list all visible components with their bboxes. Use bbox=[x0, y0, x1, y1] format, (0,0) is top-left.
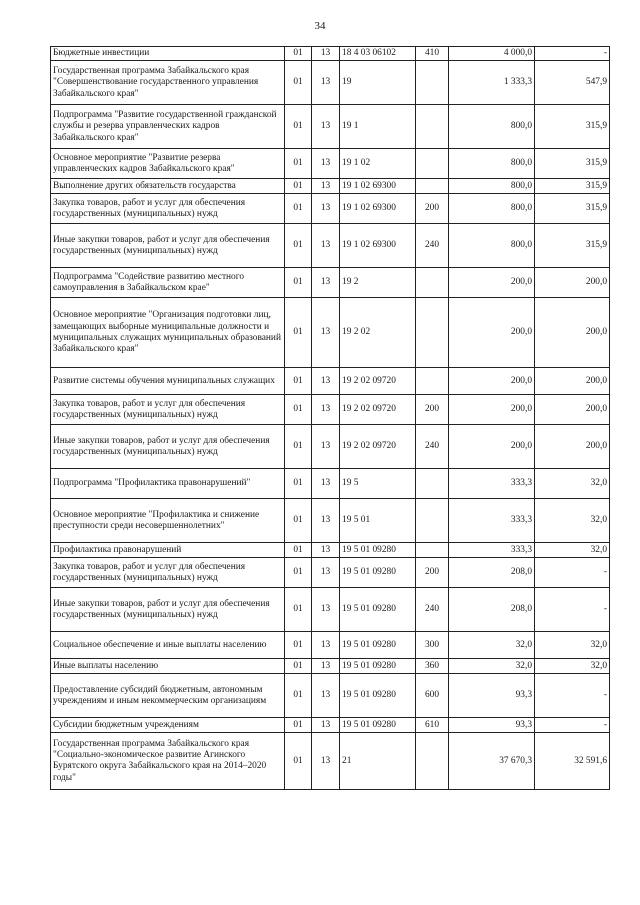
target-article-code: 19 5 bbox=[340, 469, 416, 499]
budget-table bbox=[50, 46, 610, 790]
subsection-code: 13 bbox=[312, 588, 340, 632]
section-code: 01 bbox=[285, 194, 312, 224]
section-code: 01 bbox=[285, 733, 312, 790]
amount-executed: - bbox=[535, 718, 610, 733]
section-code: 01 bbox=[285, 499, 312, 543]
section-code: 01 bbox=[285, 659, 312, 674]
subsection-code: 13 bbox=[312, 674, 340, 718]
amount-executed: 315,9 bbox=[535, 194, 610, 224]
table-row bbox=[51, 674, 610, 718]
table-row bbox=[51, 268, 610, 298]
row-name: Закупка товаров, работ и услуг для обеспечения государственных (муниципальных) нужд bbox=[51, 558, 285, 588]
table-row bbox=[51, 105, 610, 149]
section-code: 01 bbox=[285, 718, 312, 733]
amount-planned: 800,0 bbox=[449, 194, 535, 224]
table-row bbox=[51, 718, 610, 733]
section-code: 01 bbox=[285, 268, 312, 298]
row-name: Закупка товаров, работ и услуг для обеспечения государственных (муниципальных) нужд bbox=[51, 395, 285, 425]
amount-planned: 32,0 bbox=[449, 659, 535, 674]
expense-type-code: 240 bbox=[416, 224, 449, 268]
table-row bbox=[51, 632, 610, 659]
row-name: Иные закупки товаров, работ и услуг для обеспечения государственных (муниципальных) нужд bbox=[51, 425, 285, 469]
row-name: Развитие системы обучения муниципальных служащих bbox=[51, 368, 285, 395]
target-article-code: 19 5 01 09280 bbox=[340, 659, 416, 674]
amount-planned: 800,0 bbox=[449, 179, 535, 194]
table-row bbox=[51, 395, 610, 425]
amount-executed: 315,9 bbox=[535, 224, 610, 268]
amount-planned: 200,0 bbox=[449, 298, 535, 368]
table-row bbox=[51, 194, 610, 224]
amount-planned: 32,0 bbox=[449, 632, 535, 659]
expense-type-code: 200 bbox=[416, 395, 449, 425]
amount-executed: 200,0 bbox=[535, 395, 610, 425]
amount-executed: 547,9 bbox=[535, 61, 610, 105]
amount-planned: 333,3 bbox=[449, 543, 535, 558]
subsection-code: 13 bbox=[312, 298, 340, 368]
amount-executed: 315,9 bbox=[535, 149, 610, 179]
amount-executed: - bbox=[535, 674, 610, 718]
row-name: Профилактика правонарушений bbox=[51, 543, 285, 558]
row-name: Иные выплаты населению bbox=[51, 659, 285, 674]
expense-type-code bbox=[416, 733, 449, 790]
table-row bbox=[51, 224, 610, 268]
row-name: Подпрограмма "Развитие государственной гражданской службы и резерва управленческих кадров Забайкальского края" bbox=[51, 105, 285, 149]
amount-executed: 32,0 bbox=[535, 469, 610, 499]
target-article-code: 19 bbox=[340, 61, 416, 105]
target-article-code: 19 2 bbox=[340, 268, 416, 298]
amount-planned: 333,3 bbox=[449, 499, 535, 543]
subsection-code: 13 bbox=[312, 61, 340, 105]
table-row bbox=[51, 47, 610, 61]
amount-planned: 4 000,0 bbox=[449, 47, 535, 61]
amount-executed: 32,0 bbox=[535, 543, 610, 558]
target-article-code: 19 1 bbox=[340, 105, 416, 149]
table-row bbox=[51, 179, 610, 194]
expense-type-code bbox=[416, 268, 449, 298]
subsection-code: 13 bbox=[312, 659, 340, 674]
amount-planned: 333,3 bbox=[449, 469, 535, 499]
table-row bbox=[51, 733, 610, 790]
section-code: 01 bbox=[285, 47, 312, 61]
amount-planned: 1 333,3 bbox=[449, 61, 535, 105]
subsection-code: 13 bbox=[312, 558, 340, 588]
amount-executed: 200,0 bbox=[535, 368, 610, 395]
section-code: 01 bbox=[285, 543, 312, 558]
section-code: 01 bbox=[285, 469, 312, 499]
target-article-code: 19 1 02 bbox=[340, 149, 416, 179]
amount-executed: 32 591,6 bbox=[535, 733, 610, 790]
subsection-code: 13 bbox=[312, 47, 340, 61]
row-name: Выполнение других обязательств государства bbox=[51, 179, 285, 194]
section-code: 01 bbox=[285, 425, 312, 469]
subsection-code: 13 bbox=[312, 149, 340, 179]
table-row bbox=[51, 558, 610, 588]
row-name: Предоставление субсидий бюджетным, автономным учреждениям и иным некоммерческим организациям bbox=[51, 674, 285, 718]
amount-planned: 800,0 bbox=[449, 149, 535, 179]
section-code: 01 bbox=[285, 368, 312, 395]
table-row bbox=[51, 588, 610, 632]
subsection-code: 13 bbox=[312, 268, 340, 298]
expense-type-code: 610 bbox=[416, 718, 449, 733]
subsection-code: 13 bbox=[312, 179, 340, 194]
subsection-code: 13 bbox=[312, 499, 340, 543]
amount-executed: 32,0 bbox=[535, 659, 610, 674]
section-code: 01 bbox=[285, 105, 312, 149]
expense-type-code bbox=[416, 469, 449, 499]
subsection-code: 13 bbox=[312, 395, 340, 425]
target-article-code: 19 5 01 bbox=[340, 499, 416, 543]
target-article-code: 19 1 02 69300 bbox=[340, 179, 416, 194]
subsection-code: 13 bbox=[312, 194, 340, 224]
section-code: 01 bbox=[285, 395, 312, 425]
target-article-code: 19 5 01 09280 bbox=[340, 588, 416, 632]
expense-type-code bbox=[416, 149, 449, 179]
table-row bbox=[51, 298, 610, 368]
amount-planned: 800,0 bbox=[449, 105, 535, 149]
row-name: Основное мероприятие "Организация подготовки лиц, замещающих выборные муниципальные должности и муниципальных служащих муниципальных образований Забайкальского края" bbox=[51, 298, 285, 368]
subsection-code: 13 bbox=[312, 425, 340, 469]
target-article-code: 19 5 01 09280 bbox=[340, 674, 416, 718]
table-row bbox=[51, 469, 610, 499]
expense-type-code: 200 bbox=[416, 194, 449, 224]
expense-type-code: 200 bbox=[416, 558, 449, 588]
target-article-code: 19 5 01 09280 bbox=[340, 543, 416, 558]
row-name: Иные закупки товаров, работ и услуг для обеспечения государственных (муниципальных) нужд bbox=[51, 224, 285, 268]
table-row bbox=[51, 543, 610, 558]
row-name: Социальное обеспечение и иные выплаты населению bbox=[51, 632, 285, 659]
expense-type-code bbox=[416, 543, 449, 558]
expense-type-code: 300 bbox=[416, 632, 449, 659]
target-article-code: 18 4 03 06102 bbox=[340, 47, 416, 61]
table-row bbox=[51, 499, 610, 543]
amount-executed: - bbox=[535, 588, 610, 632]
amount-executed: 32,0 bbox=[535, 499, 610, 543]
expense-type-code bbox=[416, 105, 449, 149]
expense-type-code: 600 bbox=[416, 674, 449, 718]
target-article-code: 21 bbox=[340, 733, 416, 790]
target-article-code: 19 2 02 09720 bbox=[340, 368, 416, 395]
target-article-code: 19 1 02 69300 bbox=[340, 224, 416, 268]
table-row bbox=[51, 659, 610, 674]
section-code: 01 bbox=[285, 588, 312, 632]
target-article-code: 19 5 01 09280 bbox=[340, 718, 416, 733]
subsection-code: 13 bbox=[312, 733, 340, 790]
amount-planned: 93,3 bbox=[449, 674, 535, 718]
subsection-code: 13 bbox=[312, 543, 340, 558]
amount-planned: 800,0 bbox=[449, 224, 535, 268]
subsection-code: 13 bbox=[312, 469, 340, 499]
amount-executed: 315,9 bbox=[535, 105, 610, 149]
table-row bbox=[51, 368, 610, 395]
subsection-code: 13 bbox=[312, 718, 340, 733]
row-name: Субсидии бюджетным учреждениям bbox=[51, 718, 285, 733]
amount-executed: 315,9 bbox=[535, 179, 610, 194]
row-name: Иные закупки товаров, работ и услуг для обеспечения государственных (муниципальных) нужд bbox=[51, 588, 285, 632]
amount-planned: 208,0 bbox=[449, 588, 535, 632]
target-article-code: 19 2 02 bbox=[340, 298, 416, 368]
section-code: 01 bbox=[285, 149, 312, 179]
target-article-code: 19 2 02 09720 bbox=[340, 425, 416, 469]
section-code: 01 bbox=[285, 632, 312, 659]
target-article-code: 19 5 01 09280 bbox=[340, 632, 416, 659]
row-name: Бюджетные инвестиции bbox=[51, 47, 285, 61]
row-name: Государственная программа Забайкальского края "Совершенствование государственного управления Забайкальского края" bbox=[51, 61, 285, 105]
expense-type-code bbox=[416, 298, 449, 368]
amount-executed: 200,0 bbox=[535, 298, 610, 368]
row-name: Основное мероприятие "Развитие резерва управленческих кадров Забайкальского края" bbox=[51, 149, 285, 179]
page-number: 34 bbox=[314, 20, 326, 32]
amount-planned: 200,0 bbox=[449, 368, 535, 395]
subsection-code: 13 bbox=[312, 105, 340, 149]
table-row bbox=[51, 149, 610, 179]
expense-type-code: 240 bbox=[416, 425, 449, 469]
section-code: 01 bbox=[285, 298, 312, 368]
row-name: Подпрограмма "Профилактика правонарушений" bbox=[51, 469, 285, 499]
subsection-code: 13 bbox=[312, 632, 340, 659]
section-code: 01 bbox=[285, 179, 312, 194]
amount-executed: 200,0 bbox=[535, 425, 610, 469]
section-code: 01 bbox=[285, 674, 312, 718]
amount-executed: 32,0 bbox=[535, 632, 610, 659]
target-article-code: 19 1 02 69300 bbox=[340, 194, 416, 224]
amount-planned: 200,0 bbox=[449, 395, 535, 425]
row-name: Государственная программа Забайкальского края "Социально-экономическое развитие Агинского Бурятского округа Забайкальского края на 2014–2020 годы" bbox=[51, 733, 285, 790]
row-name: Основное мероприятие "Профилактика и снижение преступности среди несовершеннолетних" bbox=[51, 499, 285, 543]
amount-executed: - bbox=[535, 558, 610, 588]
subsection-code: 13 bbox=[312, 368, 340, 395]
subsection-code: 13 bbox=[312, 224, 340, 268]
amount-planned: 93,3 bbox=[449, 718, 535, 733]
amount-planned: 208,0 bbox=[449, 558, 535, 588]
expense-type-code bbox=[416, 179, 449, 194]
table-row bbox=[51, 61, 610, 105]
table-row bbox=[51, 425, 610, 469]
section-code: 01 bbox=[285, 224, 312, 268]
row-name: Подпрограмма "Содействие развитию местного самоуправления в Забайкальском крае" bbox=[51, 268, 285, 298]
amount-planned: 37 670,3 bbox=[449, 733, 535, 790]
expense-type-code: 360 bbox=[416, 659, 449, 674]
expense-type-code bbox=[416, 499, 449, 543]
amount-executed: - bbox=[535, 47, 610, 61]
expense-type-code: 240 bbox=[416, 588, 449, 632]
section-code: 01 bbox=[285, 61, 312, 105]
expense-type-code bbox=[416, 61, 449, 105]
amount-planned: 200,0 bbox=[449, 268, 535, 298]
target-article-code: 19 5 01 09280 bbox=[340, 558, 416, 588]
amount-executed: 200,0 bbox=[535, 268, 610, 298]
row-name: Закупка товаров, работ и услуг для обеспечения государственных (муниципальных) нужд bbox=[51, 194, 285, 224]
expense-type-code: 410 bbox=[416, 47, 449, 61]
target-article-code: 19 2 02 09720 bbox=[340, 395, 416, 425]
amount-planned: 200,0 bbox=[449, 425, 535, 469]
section-code: 01 bbox=[285, 558, 312, 588]
expense-type-code bbox=[416, 368, 449, 395]
